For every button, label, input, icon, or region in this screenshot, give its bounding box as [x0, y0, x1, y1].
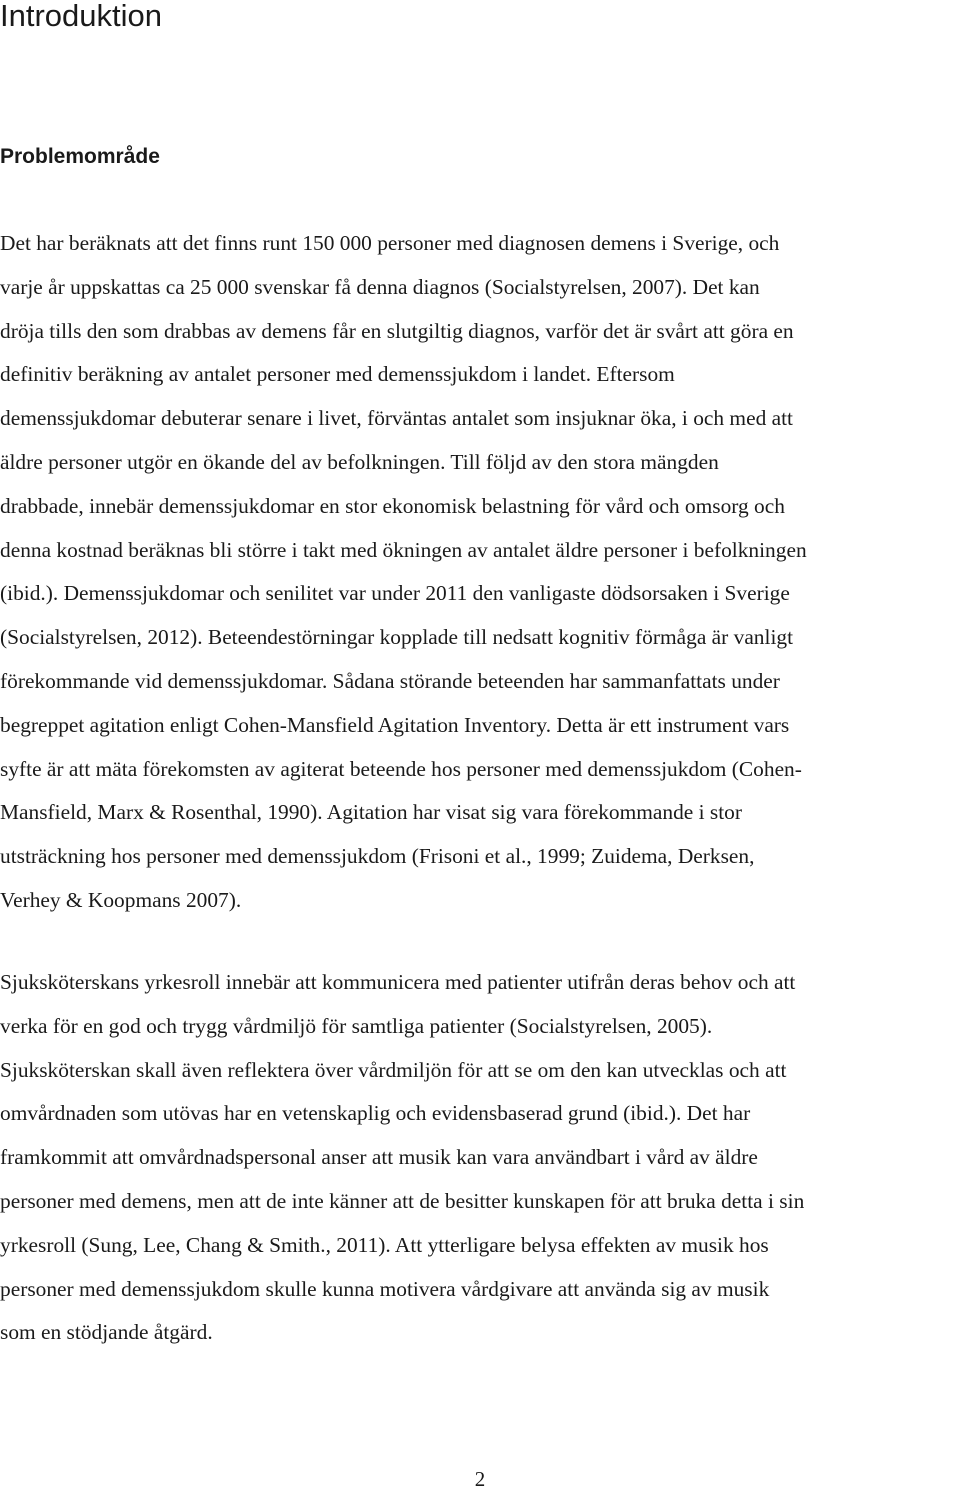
- text-line: dröja tills den som drabbas av demens får en slutgiltig diagnos, varför det är svårt att göra en: [0, 318, 794, 343]
- text-line: Verhey & Koopmans 2007).: [0, 887, 242, 912]
- body-paragraph-2: [0, 961, 804, 1355]
- text-line: yrkesroll (Sung, Lee, Chang & Smith., 2011). Att ytterligare belysa effekten av musik hos: [0, 1232, 769, 1257]
- text-line: (Socialstyrelsen, 2012). Beteendestörningar kopplade till nedsatt kognitiv förmåga är vanligt: [0, 625, 794, 650]
- page-number: 2: [474, 1467, 486, 1491]
- text-line: Sjuksköterskans yrkesroll innebär att kommunicera med patienter utifrån deras behov och att: [0, 970, 796, 994]
- text-line: Det har beräknats att det finns runt 150 000 personer med diagnosen demens i Sverige, och: [0, 231, 780, 255]
- text-line: syfte är att mäta förekomsten av agiterat beteende hos personer med demenssjukdom (Cohen-: [0, 756, 802, 781]
- text-line: Mansfield, Marx & Rosenthal, 1990). Agitation har visat sig vara förekommande i stor: [0, 800, 742, 825]
- text-line: äldre personer utgör en ökande del av befolkningen. Till följd av den stora mängden: [0, 449, 719, 474]
- text-line: utsträckning hos personer med demenssjukdom (Frisoni et al., 1999; Zuidema, Derksen,: [0, 844, 755, 869]
- text-line: som en stödjande åtgärd.: [0, 1320, 213, 1345]
- section-heading: Problemområde: [0, 145, 160, 168]
- text-line: framkommit att omvårdnadspersonal anser att musik kan vara användbart i vård av äldre: [0, 1145, 758, 1170]
- text-line: definitiv beräkning av antalet personer med demenssjukdom i landet. Eftersom: [0, 362, 675, 387]
- body-paragraph-1: [0, 222, 807, 923]
- text-line: personer med demens, men att de inte känner att de besitter kunskapen för att bruka detta i sin: [0, 1188, 805, 1213]
- text-line: omvårdnaden som utövas har en vetenskaplig och evidensbaserad grund (ibid.). Det har: [0, 1101, 751, 1126]
- text-line: drabbade, innebär demenssjukdomar en stor ekonomisk belastning för vård och omsorg och: [0, 493, 785, 518]
- page-title: Introduktion: [0, 0, 162, 33]
- text-line: varje år uppskattas ca 25 000 svenskar få denna diagnos (Socialstyrelsen, 2007). Det kan: [0, 274, 760, 299]
- text-line: denna kostnad beräknas bli större i takt med ökningen av antalet äldre personer i befolkningen: [0, 537, 807, 562]
- text-line: personer med demenssjukdom skulle kunna motivera vårdgivare att använda sig av musik: [0, 1276, 770, 1301]
- text-line: Sjuksköterskan skall även reflektera över vårdmiljön för att se om den kan utvecklas och att: [0, 1057, 787, 1082]
- text-line: (ibid.). Demenssjukdomar och senilitet var under 2011 den vanligaste dödsorsaken i Sverige: [0, 581, 790, 606]
- text-line: begreppet agitation enligt Cohen-Mansfield Agitation Inventory. Detta är ett instrument vars: [0, 712, 790, 737]
- text-line: förekommande vid demenssjukdomar. Sådana störande beteenden har sammanfattats under: [0, 668, 780, 693]
- text-line: verka för en god och trygg vårdmiljö för samtliga patienter (Socialstyrelsen, 2005).: [0, 1013, 713, 1038]
- text-line: demenssjukdomar debuterar senare i livet, förväntas antalet som insjuknar öka, i och med att: [0, 406, 793, 431]
